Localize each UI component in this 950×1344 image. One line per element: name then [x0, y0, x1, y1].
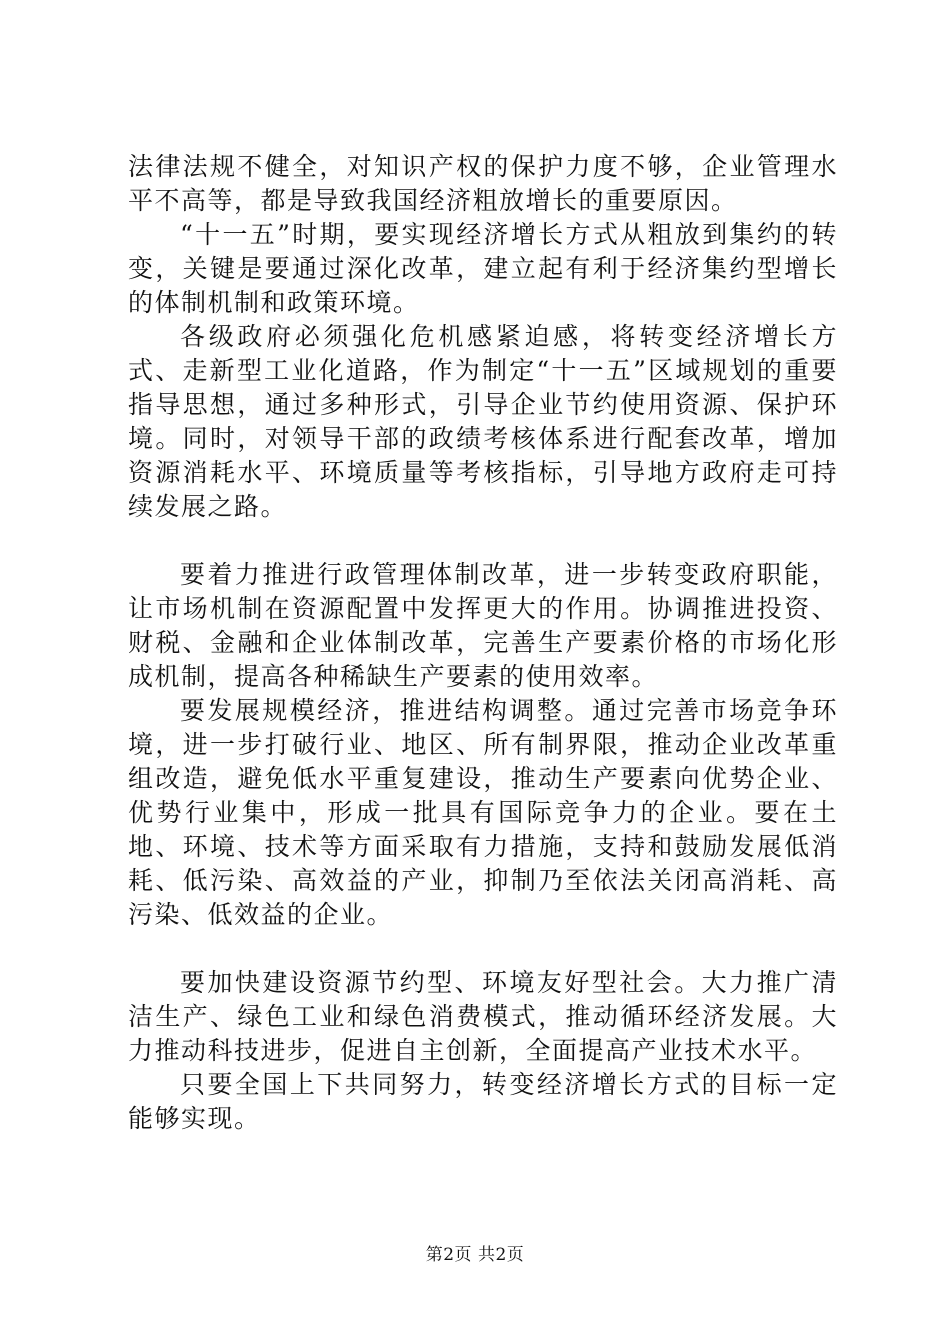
paragraph-6: 要加快建设资源节约型、环境友好型社会。大力推广清洁生产、绿色工业和绿色消费模式，推动循环经济发展。大力推动科技进步，促进自主创新，全面提高产业技术水平。	[128, 968, 838, 1065]
paragraph-5: 要发展规模经济，推进结构调整。通过完善市场竞争环境，进一步打破行业、地区、所有制界限，推动企业改革重组改造，避免低水平重复建设，推动生产要素向优势企业、优势行业集中，形成一批具有国际竞争力的企业。要在土地、环境、技术等方面采取有力措施，支持和鼓励发展低消耗、低污染、高效益的产业，抑制乃至依法关闭高消耗、高污染、低效益的企业。	[128, 696, 838, 929]
paragraph-7: 只要全国上下共同努力，转变经济增长方式的目标一定能够实现。	[128, 1070, 838, 1133]
paragraph-3: 各级政府必须强化危机感紧迫感，将转变经济增长方式、走新型工业化道路，作为制定“十一五”区域规划的重要指导思想，通过多种形式，引导企业节约使用资源、保护环境。同时，对领导干部的政绩考核体系进行配套改革，增加资源消耗水平、环境质量等考核指标，引导地方政府走可持续发展之路。	[128, 322, 838, 521]
page-footer: 第2页 共2页	[425, 1245, 525, 1265]
paragraph-2: “十一五”时期，要实现经济增长方式从粗放到集约的转变，关键是要通过深化改革，建立起有利于经济集约型增长的体制机制和政策环境。	[128, 220, 838, 317]
document-body	[128, 150, 838, 1136]
paragraph-4: 要着力推进行政管理体制改革，进一步转变政府职能，让市场机制在资源配置中发挥更大的作用。协调推进投资、财税、金融和企业体制改革，完善生产要素价格的市场化形成机制，提高各种稀缺生产要素的使用效率。	[128, 560, 838, 691]
paragraph-1: 法律法规不健全，对知识产权的保护力度不够，企业管理水平不高等，都是导致我国经济粗放增长的重要原因。	[128, 152, 838, 215]
